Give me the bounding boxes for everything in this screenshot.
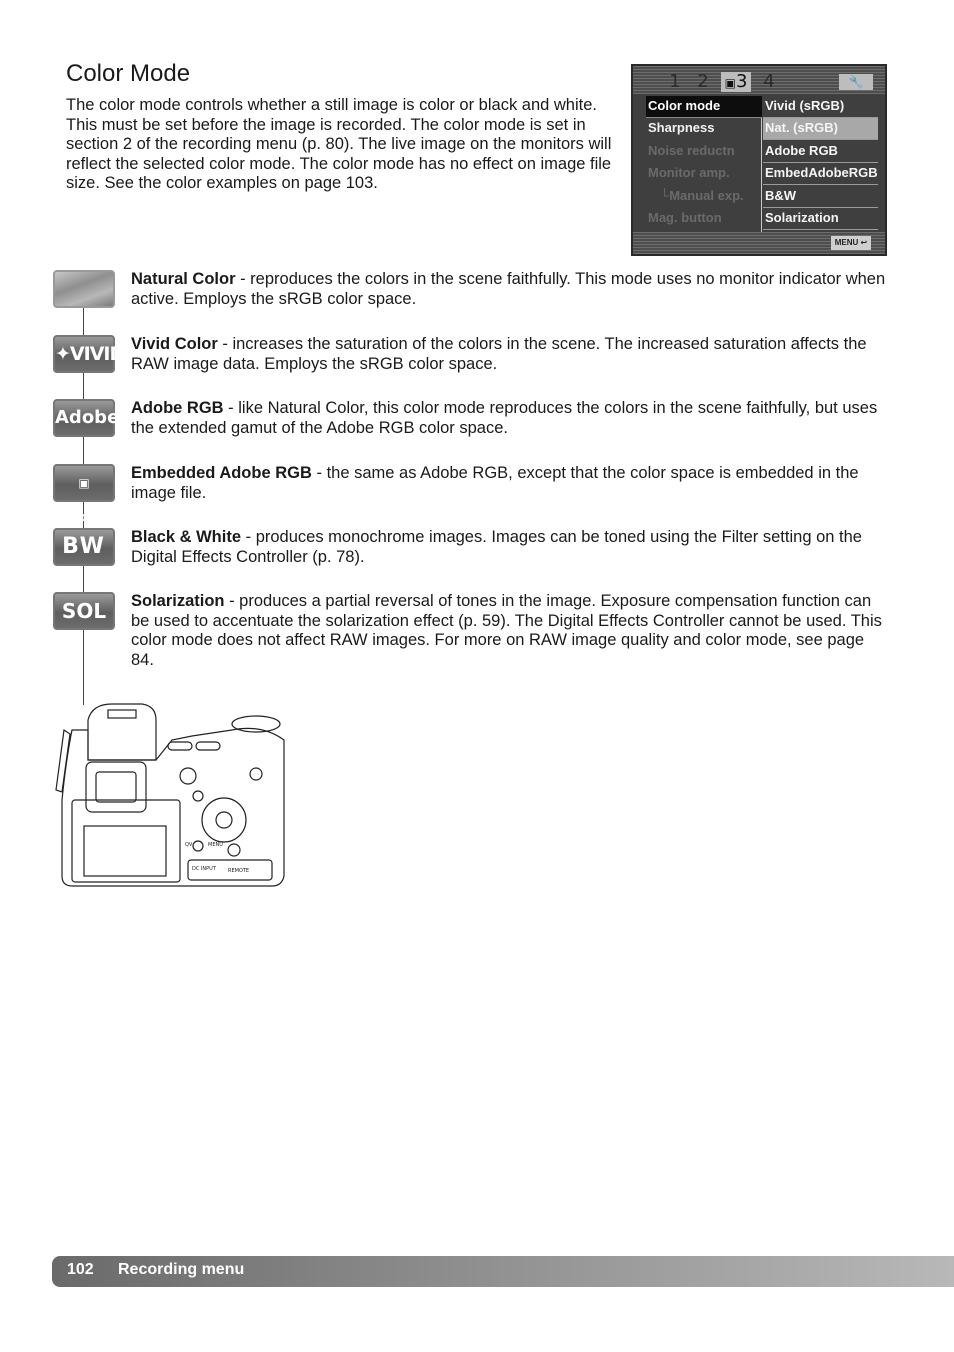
- black-white-icon: BW: [53, 528, 115, 566]
- entry-desc: - produces monochrome images. Images can be toned using the Filter setting on the Digital Effects Controller (p. 78).: [131, 528, 862, 566]
- menu-row-mag-button: [646, 208, 878, 230]
- menu-row-manual-exp: [646, 186, 878, 208]
- entry-adobe-rgb: [131, 399, 887, 438]
- intro-paragraph: The color mode controls whether a still image is color or black and white. This must be set before the image is recorded. The color mode is set in section 2 of the recording menu (p. 80). The live image on the monitors will reflect the selected color mode. The color mode has no effect on image file size. See the color examples on page 103.: [66, 96, 612, 192]
- entry-desc: - produces a partial reversal of tones in the image. Exposure compensation function can be used to accentuate the solarization effect (p. 59). The Digital Effects Controller cannot be used. This color mode does not affect RAW images. For more on RAW image quality and color mode, see page 84.: [131, 592, 882, 669]
- entry-name: Vivid Color: [131, 335, 218, 353]
- entry-embedded-adobe-rgb: [131, 464, 887, 503]
- camera-eyepiece: [86, 762, 146, 812]
- camera-viewfinder-housing: [88, 704, 156, 760]
- entry-solarization: [131, 592, 887, 670]
- menu-option: Solarization: [763, 208, 878, 230]
- menu-tab-bar: [633, 66, 885, 94]
- entry-desc: - reproduces the colors in the scene faithfully. This mode uses no monitor indicator when active. Employs the sRGB color space.: [131, 270, 886, 308]
- entry-desc: - increases the saturation of the colors in the scene. The increased saturation affects the RAW image data. Employs the sRGB color space.: [131, 335, 867, 373]
- menu-button-icon: MENU ↩: [831, 236, 871, 250]
- entry-name: Solarization: [131, 592, 225, 610]
- page-footer: [52, 1256, 954, 1287]
- page-number: 102: [67, 1261, 94, 1278]
- camera-mode-dial: [232, 716, 280, 732]
- menu-tab-1: 1: [669, 71, 681, 92]
- menu-option: B&W: [763, 186, 878, 208]
- camera-top-button: [196, 742, 220, 750]
- camera-top-button: [168, 742, 192, 750]
- section-name: Recording menu: [118, 1261, 245, 1278]
- menu-label: └Manual exp.: [660, 188, 744, 203]
- entry-black-white: [131, 528, 887, 567]
- entry-name: Adobe RGB: [131, 399, 224, 417]
- solarization-icon: SOL: [53, 592, 115, 630]
- embedded-adobe-rgb-icon: ▣ Adobe: [53, 464, 115, 502]
- wrench-icon: 🔧: [839, 74, 873, 90]
- menu-option: Adobe RGB: [763, 141, 878, 163]
- menu-bottom-bar: [633, 232, 885, 254]
- menu-label: Noise reductn: [648, 143, 735, 158]
- entry-name: Embedded Adobe RGB: [131, 464, 312, 482]
- camera-qv-label: QV: [185, 842, 193, 848]
- menu-option: Vivid (sRGB): [763, 96, 878, 118]
- menu-row-sharpness: [646, 118, 878, 140]
- camera-menu-label: MENU: [208, 842, 223, 848]
- entry-natural-color: [131, 270, 887, 309]
- menu-row-noise-reduction: [646, 141, 878, 163]
- menu-label: Sharpness: [648, 120, 715, 135]
- vivid-color-icon: ✦VIVID: [53, 335, 115, 373]
- camera-body-outline: [62, 728, 284, 886]
- menu-label: Monitor amp.: [648, 165, 730, 180]
- camera-controller-center: [216, 812, 232, 828]
- camera-remote-label: REMOTE: [228, 868, 250, 874]
- menu-tab-2: 2: [697, 71, 709, 92]
- camera-controller: [202, 798, 246, 842]
- entry-vivid-color: [131, 335, 887, 374]
- camera-button: [193, 841, 203, 851]
- camera-back-illustration: [52, 700, 292, 890]
- page-title: Color Mode: [66, 60, 191, 87]
- menu-label: Color mode: [646, 96, 762, 118]
- entry-desc: - like Natural Color, this color mode reproduces the colors in the scene faithfully, but uses the extended gamut of the Adobe RGB color space.: [131, 399, 878, 437]
- entry-name: Natural Color: [131, 270, 236, 288]
- adobe-rgb-icon: Adobe: [53, 399, 115, 437]
- camera-icon: ▣: [724, 76, 736, 90]
- menu-tab-3-camera: ▣3: [721, 72, 751, 92]
- camera-power-switch: [180, 768, 196, 784]
- menu-screenshot: [631, 64, 887, 256]
- entry-desc: - the same as Adobe RGB, except that the color space is embedded in the image file.: [131, 464, 859, 502]
- camera-button: [193, 791, 203, 801]
- camera-eyepiece-window: [96, 772, 136, 802]
- entry-name: Black & White: [131, 528, 242, 546]
- menu-option-highlighted: Nat. (sRGB): [763, 118, 878, 140]
- menu-tab-4: 4: [763, 71, 775, 92]
- natural-color-icon: [53, 270, 115, 308]
- camera-button: [228, 844, 240, 856]
- camera-ael-button: [250, 768, 262, 780]
- camera-lcd-screen: [84, 826, 166, 876]
- camera-viewfinder-top: [108, 710, 136, 718]
- menu-option: EmbedAdobeRGB: [763, 163, 878, 185]
- camera-strap: [56, 730, 70, 792]
- menu-row-color-mode: [646, 96, 878, 118]
- menu-label: Mag. button: [648, 210, 722, 225]
- camera-dc-input-label: DC INPUT: [192, 866, 216, 872]
- menu-row-monitor-amp: [646, 163, 878, 185]
